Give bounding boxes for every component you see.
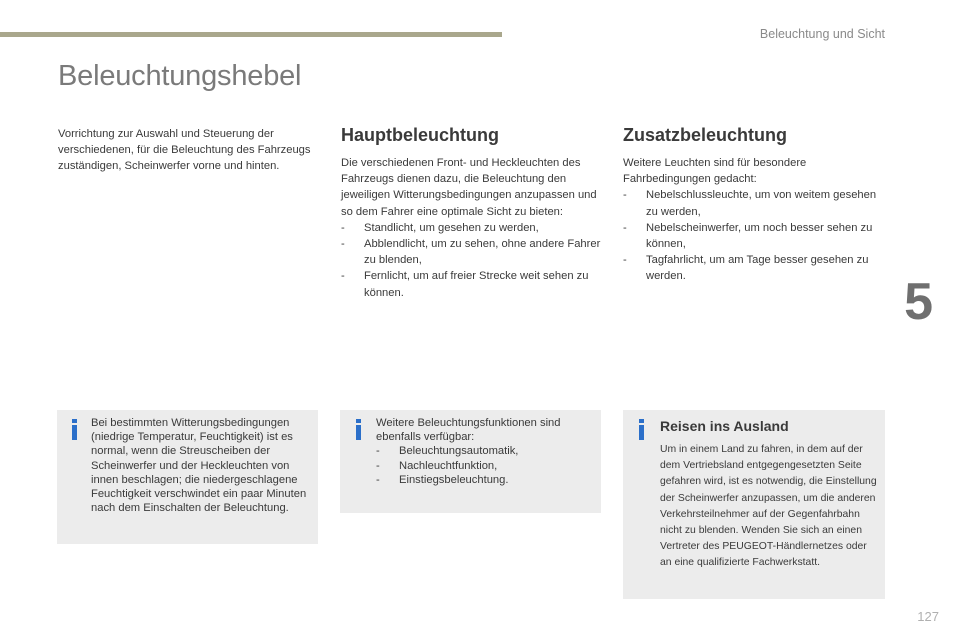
info-icon	[639, 419, 644, 440]
info-box-text: Bei bestimmten Witterungsbedingungen (niedrige Temperatur, Feuchtigkeit) ist es normal, wenn die Streuscheiben der Scheinwerfer und der Heckleuchten von innen beschlagen; die niedergeschlagene Feuchtigkeit verschwindet ein paar Minuten nach dem Einschalten der Beleuchtung.	[91, 417, 307, 515]
list-item: - Tagfahrlicht, um am Tage besser gesehen zu werden.	[623, 252, 885, 284]
list-item: - Standlicht, um gesehen zu werden,	[341, 220, 603, 236]
info-box-condensation	[57, 410, 318, 544]
info-box-functions	[340, 410, 601, 513]
additional-lighting-text: Weitere Leuchten sind für besondere Fahrbedingungen gedacht:	[623, 157, 807, 186]
list-item: - Fernlicht, um auf freier Strecke weit sehen zu können.	[341, 268, 603, 300]
header-accent-bar	[0, 32, 502, 37]
info-box-text: Um in einem Land zu fahren, in dem auf der dem Vertriebsland entgegengesetzten Seite gefahren wird, ist es notwendig, die Einstellung der Scheinwerfer anzupassen, um die anderen Verkehrsteilnehmer auf der Gegenfahrbahn nicht zu blenden. Wenden Sie sich an einen Vertreter des PEUGEOT-Händlernetzes oder an eine qualifizierte Fachwerkstatt.	[660, 444, 877, 569]
intro-column	[58, 124, 320, 175]
info-icon	[356, 419, 361, 440]
info-box-text: Weitere Beleuchtungsfunktionen sind ebenfalls verfügbar:	[376, 417, 561, 444]
main-lighting-text: Die verschiedenen Front- und Heckleuchten des Fahrzeugs dienen dazu, die Beleuchtung den jeweiligen Witterungsbedingungen anzupassen und so dem Fahrer eine optimale Sicht zu bieten:	[341, 157, 597, 218]
info-icon	[72, 419, 77, 440]
main-lighting-column	[341, 124, 603, 301]
list-item: - Beleuchtungsautomatik,	[376, 444, 595, 458]
page-number: 127	[917, 609, 939, 624]
additional-lighting-heading: Zusatzbeleuchtung	[623, 125, 788, 145]
section-name: Beleuchtung und Sicht	[759, 27, 885, 41]
page-title: Beleuchtungshebel	[58, 60, 302, 92]
additional-lighting-list	[623, 187, 885, 284]
main-lighting-heading: Hauptbeleuchtung	[341, 125, 499, 145]
main-lighting-list	[341, 220, 603, 301]
list-item: - Nebelschlussleuchte, um von weitem gesehen zu werden,	[623, 187, 885, 219]
additional-lighting-column	[623, 124, 885, 285]
info-box-list	[376, 444, 595, 487]
info-box-abroad	[623, 410, 885, 599]
intro-text: Vorrichtung zur Auswahl und Steuerung der verschiedenen, für die Beleuchtung des Fahrzeugs zuständigen, Scheinwerfer vorne und hinten.	[58, 128, 311, 173]
chapter-number: 5	[904, 273, 933, 331]
list-item: - Einstiegsbeleuchtung.	[376, 473, 595, 487]
list-item: - Nachleuchtfunktion,	[376, 459, 595, 473]
list-item: - Nebelscheinwerfer, um noch besser sehen zu können,	[623, 220, 885, 252]
info-box-heading: Reisen ins Ausland	[660, 418, 789, 434]
list-item: - Abblendlicht, um zu sehen, ohne andere Fahrer zu blenden,	[341, 236, 603, 268]
